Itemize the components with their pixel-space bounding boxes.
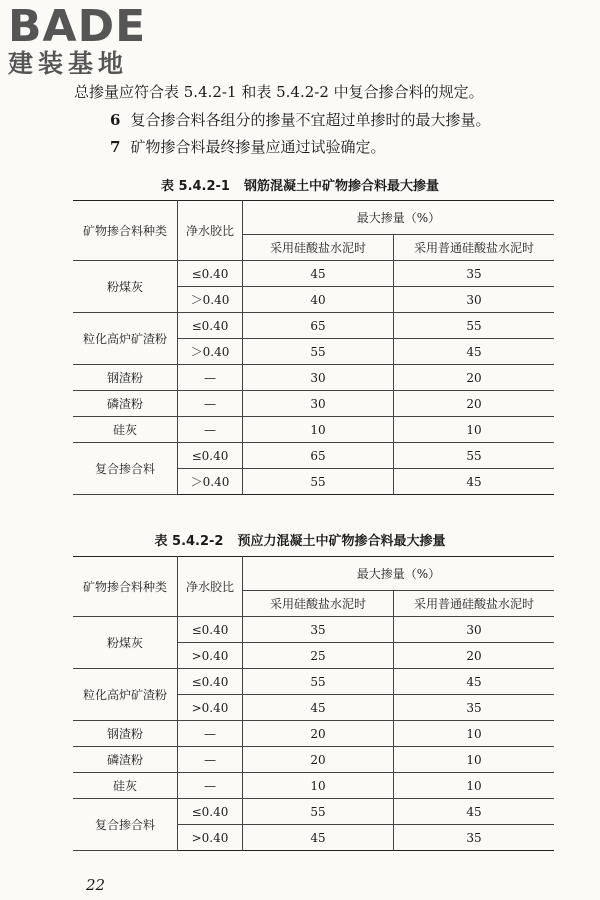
ratio-cell: — xyxy=(178,747,243,773)
table-row xyxy=(73,617,554,643)
silicate-value: 65 xyxy=(243,313,394,339)
logo xyxy=(8,1,147,78)
ordinary-value: 35 xyxy=(394,261,555,287)
header-type: 矿物掺合料种类 xyxy=(73,557,178,617)
material-name: 钢渣粉 xyxy=(73,721,178,747)
ordinary-value: 55 xyxy=(394,443,555,469)
header-ratio: 净水胶比 xyxy=(178,201,243,261)
ordinary-value: 35 xyxy=(394,695,555,721)
ratio-cell: ≤0.40 xyxy=(178,617,243,643)
table-row xyxy=(73,799,554,825)
silicate-value: 25 xyxy=(243,643,394,669)
material-name: 磷渣粉 xyxy=(73,747,178,773)
paragraph-line: 总掺量应符合表 5.4.2-1 和表 5.4.2-2 中复合掺合料的规定。 xyxy=(74,83,484,101)
ordinary-value: 20 xyxy=(394,365,555,391)
header-ordinary: 采用普通硅酸盐水泥时 xyxy=(394,235,555,261)
table-caption-1 xyxy=(0,175,600,194)
item-text: 矿物掺合料最终掺量应通过试验确定。 xyxy=(130,138,386,156)
material-name: 复合掺合料 xyxy=(73,799,178,851)
silicate-value: 45 xyxy=(243,695,394,721)
ordinary-value: 45 xyxy=(394,799,555,825)
logo-sub-text: 建装基地 xyxy=(8,49,129,78)
table-row xyxy=(73,417,554,443)
ratio-cell: ≤0.40 xyxy=(178,313,243,339)
table-row xyxy=(73,391,554,417)
table-number: 表 5.4.2-1 xyxy=(161,179,230,194)
silicate-value: 55 xyxy=(243,669,394,695)
item-number: 6 xyxy=(110,111,121,129)
table-row xyxy=(73,773,554,799)
table-number: 表 5.4.2-2 xyxy=(154,534,224,549)
ordinary-value: 30 xyxy=(394,617,555,643)
silicate-value: 20 xyxy=(243,721,394,747)
silicate-value: 55 xyxy=(243,469,394,495)
ratio-cell: ＞0.40 xyxy=(178,339,243,365)
ordinary-value: 10 xyxy=(394,417,555,443)
material-name: 粒化高炉矿渣粉 xyxy=(73,313,178,365)
ratio-cell: >0.40 xyxy=(178,695,243,721)
header-silicate: 采用硅酸盐水泥时 xyxy=(243,235,394,261)
silicate-value: 35 xyxy=(243,617,394,643)
material-name: 钢渣粉 xyxy=(73,365,178,391)
header-silicate: 采用硅酸盐水泥时 xyxy=(243,591,394,617)
ratio-cell: — xyxy=(178,773,243,799)
ordinary-value: 10 xyxy=(394,721,555,747)
header-row xyxy=(73,201,554,235)
ratio-cell: — xyxy=(178,417,243,443)
ratio-cell: ＞0.40 xyxy=(178,469,243,495)
ordinary-value: 55 xyxy=(394,313,555,339)
silicate-value: 45 xyxy=(243,261,394,287)
ratio-cell: — xyxy=(178,391,243,417)
table-row xyxy=(73,261,554,287)
material-name: 磷渣粉 xyxy=(73,391,178,417)
header-max: 最大掺量（%） xyxy=(243,201,555,235)
table-row xyxy=(73,443,554,469)
material-name: 粉煤灰 xyxy=(73,617,178,669)
ratio-cell: ≤0.40 xyxy=(178,261,243,287)
header-ratio: 净水胶比 xyxy=(178,557,243,617)
silicate-value: 10 xyxy=(243,417,394,443)
material-name: 复合掺合料 xyxy=(73,443,178,495)
ordinary-value: 45 xyxy=(394,339,555,365)
silicate-value: 65 xyxy=(243,443,394,469)
ordinary-value: 45 xyxy=(394,469,555,495)
ratio-cell: ＞0.40 xyxy=(178,287,243,313)
ratio-cell: ≤0.40 xyxy=(178,669,243,695)
material-name: 粒化高炉矿渣粉 xyxy=(73,669,178,721)
silicate-value: 40 xyxy=(243,287,394,313)
item-number: 7 xyxy=(110,138,121,156)
silicate-value: 20 xyxy=(243,747,394,773)
table-prestressed-concrete xyxy=(73,556,554,851)
logo-main-text: BADE xyxy=(8,1,147,52)
list-item-6 xyxy=(110,110,490,130)
table-row xyxy=(73,747,554,773)
ratio-cell: ≤0.40 xyxy=(178,443,243,469)
ordinary-value: 10 xyxy=(394,773,555,799)
ordinary-value: 20 xyxy=(394,643,555,669)
header-row xyxy=(73,557,554,591)
ratio-cell: — xyxy=(178,721,243,747)
header-max: 最大掺量（%） xyxy=(243,557,555,591)
silicate-value: 30 xyxy=(243,391,394,417)
ratio-cell: — xyxy=(178,365,243,391)
material-name: 硅灰 xyxy=(73,417,178,443)
table-row xyxy=(73,365,554,391)
item-text: 复合掺合料各组分的掺量不宜超过单掺时的最大掺量。 xyxy=(130,111,491,129)
silicate-value: 45 xyxy=(243,825,394,851)
ordinary-value: 35 xyxy=(394,825,555,851)
table-caption-2 xyxy=(0,530,600,549)
ordinary-value: 10 xyxy=(394,747,555,773)
silicate-value: 10 xyxy=(243,773,394,799)
silicate-value: 55 xyxy=(243,339,394,365)
list-item-7 xyxy=(110,137,385,157)
material-name: 硅灰 xyxy=(73,773,178,799)
table-row xyxy=(73,669,554,695)
material-name: 粉煤灰 xyxy=(73,261,178,313)
ratio-cell: ≤0.40 xyxy=(178,799,243,825)
ordinary-value: 20 xyxy=(394,391,555,417)
silicate-value: 30 xyxy=(243,365,394,391)
header-ordinary: 采用普通硅酸盐水泥时 xyxy=(394,591,555,617)
ordinary-value: 45 xyxy=(394,669,555,695)
ordinary-value: 30 xyxy=(394,287,555,313)
table-row xyxy=(73,313,554,339)
silicate-value: 55 xyxy=(243,799,394,825)
ratio-cell: >0.40 xyxy=(178,825,243,851)
table-title: 钢筋混凝土中矿物掺合料最大掺量 xyxy=(243,179,439,194)
table-title: 预应力混凝土中矿物掺合料最大掺量 xyxy=(237,534,446,549)
header-type: 矿物掺合料种类 xyxy=(73,201,178,261)
ratio-cell: >0.40 xyxy=(178,643,243,669)
page-number: 22 xyxy=(86,876,106,894)
table-row xyxy=(73,721,554,747)
table-reinforced-concrete xyxy=(73,200,554,495)
